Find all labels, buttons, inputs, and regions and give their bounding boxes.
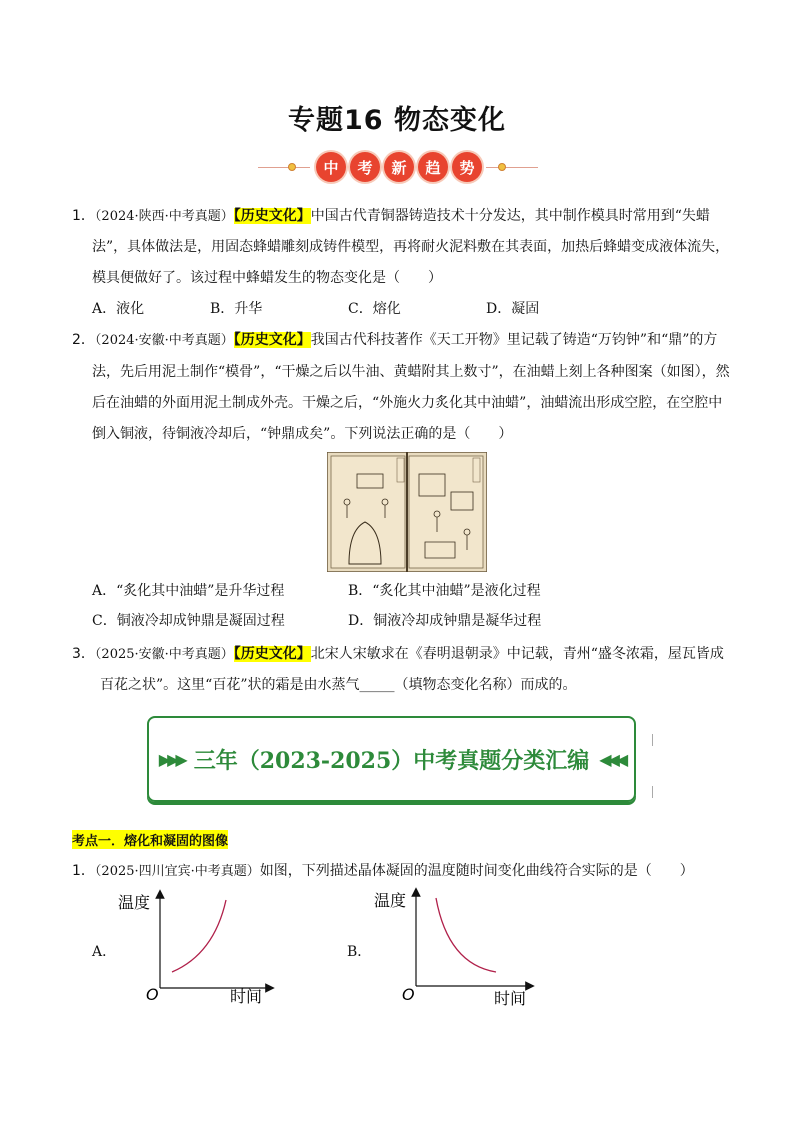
graph-a-xlabel: 时间 [230, 987, 263, 1006]
q1-source: （2024·陕西·中考真题） [94, 209, 234, 224]
q1-text: 中国古代青铜器铸造技术十分发达，其中制作模具时常用到“失蜡 [310, 208, 710, 224]
graph-b-label: B． [347, 944, 372, 960]
trend-badge: 考 [350, 152, 380, 182]
trend-dot-right [498, 163, 506, 171]
trend-badge-group [316, 152, 482, 182]
q3-line2: 百花之状”。这里“百花”状的霜是由水蒸气_____（填物态变化名称）而成的。 [100, 677, 577, 693]
q3-tag: 【历史文化】 [233, 646, 311, 662]
q1-line1 [72, 206, 710, 227]
banner-side-mark [652, 734, 653, 746]
graph-a-origin: O [146, 985, 159, 1004]
woodblock-illustration [327, 452, 487, 572]
q1-option-a: A．液化 [92, 301, 145, 317]
q2-line3: 后在油蜡的外面用泥土制成外壳。干燥之后，“外施火力炙化其中油蜡”，油蜡流出形成空腔，在空腔中 [92, 395, 723, 411]
trend-divider-left [258, 167, 310, 168]
q2-line2: 法，先后用泥土制作“模骨”，“干燥之后以牛油、黄蜡附其上数寸”，在油蜡上刻上各种图案（如图），然 [92, 364, 730, 380]
q1-line3: 模具便做好了。该过程中蜂蜡发生的物态变化是（ ） [92, 270, 442, 286]
q3-source: （2025·安徽·中考真题） [94, 647, 234, 662]
q2-number: 2． [72, 332, 95, 348]
graph-a [110, 888, 280, 1012]
q2-text: 我国古代科技著作《天工开物》里记载了铸造“万钧钟”和“鼎”的方 [310, 332, 718, 348]
q4-text: 如图，下列描述晶体凝固的温度随时间变化曲线符合实际的是（ ） [259, 863, 694, 879]
banner-arrows-right: ◀◀◀ [599, 749, 625, 769]
trend-badge: 势 [452, 152, 482, 182]
banner-side-mark [652, 786, 653, 798]
q3-number: 3． [72, 646, 95, 662]
graph-b-origin: O [402, 985, 415, 1004]
banner-arrows-left: ▶▶▶ [158, 749, 184, 769]
q1-option-b: B．升华 [210, 301, 263, 317]
q1-line2: 法”，具体做法是，用固态蜂蜡雕刻成铸件模型，再将耐火泥料敷在其表面，加热后蜂蜡变成液体流失， [92, 239, 730, 255]
q2-source: （2024·安徽·中考真题） [94, 333, 234, 348]
q4-line1 [72, 861, 694, 882]
kaodian-label: 考点一．熔化和凝固的图像 [72, 830, 228, 849]
q1-tag: 【历史文化】 [233, 208, 311, 224]
trend-dot-left [288, 163, 296, 171]
trend-badge: 中 [316, 152, 346, 182]
q2-line1 [72, 330, 717, 351]
trend-divider-right [486, 167, 538, 168]
q2-tag: 【历史文化】 [233, 332, 311, 348]
q3-text: 北宋人宋敏求在《春明退朝录》中记载，青州“盛冬浓霜，屋瓦皆成 [310, 646, 724, 662]
graph-b-ylabel: 温度 [374, 891, 407, 910]
graph-a-label: A． [92, 944, 117, 960]
trend-badge: 新 [384, 152, 414, 182]
page-title: 专题16 物态变化 [288, 105, 506, 136]
q4-number: 1． [72, 863, 95, 879]
section-banner [147, 716, 636, 802]
q2-option-d: D．铜液冷却成钟鼎是凝华过程 [348, 613, 542, 629]
q2-option-a: A．“炙化其中油蜡”是升华过程 [92, 583, 285, 599]
graph-a-ylabel: 温度 [118, 893, 151, 912]
q4-source: （2025·四川宜宾·中考真题） [94, 864, 260, 879]
q2-line4: 倒入铜液，待铜液冷却后，“钟鼎成矣”。下列说法正确的是（ ） [92, 426, 513, 442]
q1-number: 1． [72, 208, 95, 224]
q2-option-b: B．“炙化其中油蜡”是液化过程 [348, 583, 541, 599]
q1-option-d: D．凝固 [486, 301, 540, 317]
trend-badge: 趋 [418, 152, 448, 182]
q2-option-c: C．铜液冷却成钟鼎是凝固过程 [92, 613, 285, 629]
banner-title: 三年（2023-2025）中考真题分类汇编 [193, 747, 590, 774]
q3-line1 [72, 644, 724, 665]
graph-b [370, 886, 540, 1010]
graph-b-xlabel: 时间 [494, 989, 527, 1008]
q1-option-c: C．熔化 [348, 301, 401, 317]
